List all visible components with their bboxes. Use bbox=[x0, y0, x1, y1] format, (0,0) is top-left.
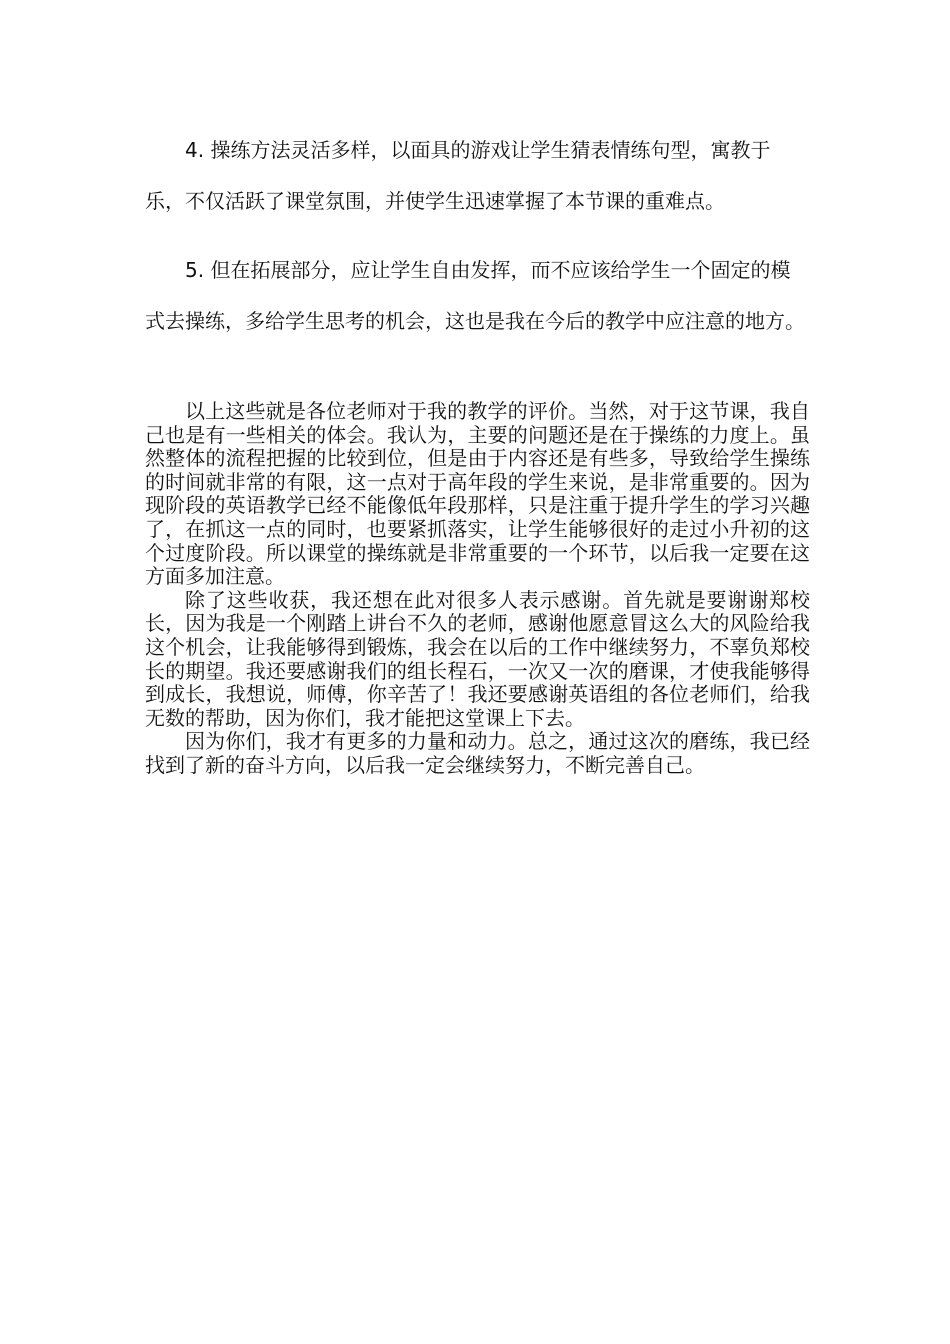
list-item-text: 但在拓展部分，应让学生自由发挥，而不应该给学生一个固定的模式去操练，多给学生思考的机会，这也是我在今后的教学中应注意的地方。 bbox=[145, 258, 805, 333]
paragraph-evaluation: 以上这些就是各位老师对于我的教学的评价。当然，对于这节课，我自己也是有一些相关的体会。我认为，主要的问题还是在于操练的力度上。虽然整体的流程把握的比较到位，但是由于内容还是有些多，导致给学生操练的时间就非常的有限，这一点对于高年段的学生来说，是非常重要的。因为现阶段的英语教学已经不能像低年段那样，只是注重于提升学生的学习兴趣了，在抓这一点的同时，也要紧抓落实，让学生能够很好的走过小升初的这个过度阶段。所以课堂的操练就是非常重要的一个环节，以后我一定要在这方面多加注意。 bbox=[145, 399, 810, 589]
body-text bbox=[145, 400, 810, 778]
list-item-number: 5. bbox=[185, 258, 205, 282]
list-item-5 bbox=[145, 245, 810, 347]
list-item-text: 操练方法灵活多样，以面具的游戏让学生猜表情练句型，寓教于乐，不仅活跃了课堂氛围，并使学生迅速掌握了本节课的重难点。 bbox=[145, 138, 771, 213]
list-item-4 bbox=[145, 125, 810, 227]
list-item-number: 4. bbox=[185, 138, 205, 162]
paragraph-conclusion: 因为你们，我才有更多的力量和动力。总之，通过这次的磨练，我已经找到了新的奋斗方向，以后我一定会继续努力，不断完善自己。 bbox=[145, 729, 810, 777]
paragraph-thanks: 除了这些收获，我还想在此对很多人表示感谢。首先就是要谢谢郑校长，因为我是一个刚踏上讲台不久的老师，感谢他愿意冒这么大的风险给我这个机会，让我能够得到锻炼，我会在以后的工作中继续努力，不辜负郑校长的期望。我还要感谢我们的组长程石，一次又一次的磨课，才使我能够得到成长，我想说，师傅，你辛苦了！我还要感谢英语组的各位老师们，给我无数的帮助，因为你们，我才能把这堂课上下去。 bbox=[145, 587, 810, 730]
